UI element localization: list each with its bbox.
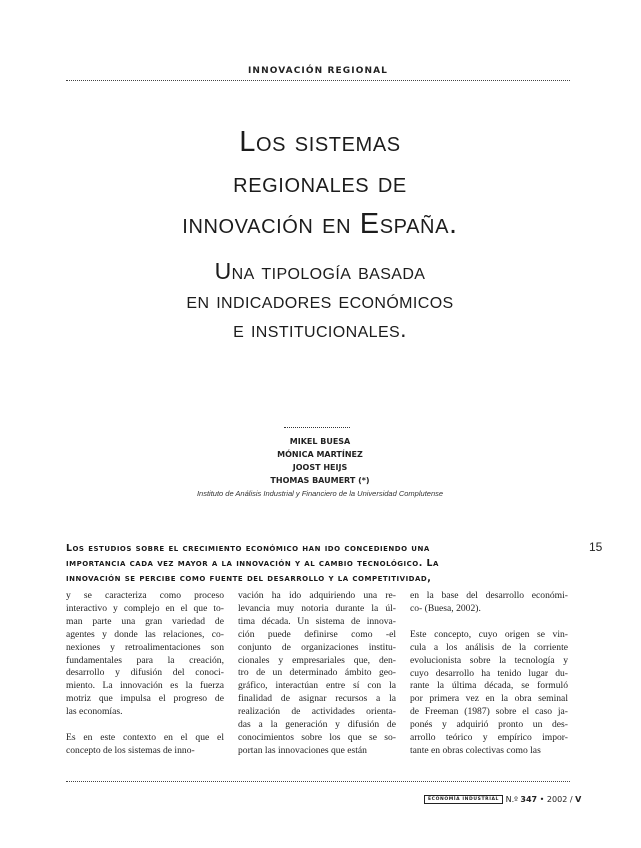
text-line: agentes y donde las relaciones, co- — [66, 628, 224, 640]
text-line: nexiones y retroalimentaciones son — [66, 641, 224, 653]
text-line: miento. La innovación es la fuerza — [66, 680, 224, 692]
issue-number: 347 — [520, 795, 538, 804]
text-line: por primera vez en la obra seminal — [410, 693, 568, 705]
body-column — [410, 590, 568, 771]
article-title: Los sistemas regionales de innovación en España. — [182, 126, 458, 240]
text-line: tante en obras colectivas como las — [410, 744, 541, 756]
text-line: cionales y empresariales que, den- — [238, 654, 396, 666]
text-line: de Freeman (1987) sobre el caso ja- — [410, 706, 568, 718]
text-line: ponés y adquirió pronto un des- — [410, 719, 568, 731]
author-name: THOMAS BAUMERT (*) — [270, 476, 370, 485]
body-paragraph — [238, 590, 396, 758]
affiliation: Instituto de Análisis Industrial y Financiero de la Universidad Complutense — [196, 489, 444, 498]
author-divider — [284, 427, 350, 428]
lead-paragraph — [66, 541, 576, 586]
text-line: evolucionista sobre la tecnología y — [410, 654, 568, 666]
lead-line: importancia cada vez mayor a la innovación y al cambio tecnológico. La — [66, 558, 439, 569]
top-divider — [66, 80, 570, 81]
text-line: tro de un determinado ámbito geo- — [238, 667, 396, 679]
text-line: co- (Buesa, 2002). — [410, 602, 481, 614]
issue-volume: V — [575, 795, 582, 804]
issue-label: N.º — [505, 795, 518, 804]
text-line: realización de actividades orienta- — [238, 706, 396, 718]
author-name: MIKEL BUESA — [289, 437, 351, 446]
text-line: gráfico, interactúan entre sí con la — [238, 680, 396, 692]
text-line: das a la generación y difusión de — [238, 719, 396, 731]
text-line: cuyo desarrollo ha tenido lugar du- — [410, 667, 568, 679]
text-line: finalidad de asignar recursos a la — [238, 693, 396, 705]
lead-line: innovación se percibe como fuente del desarrollo y la competitividad, — [66, 573, 432, 584]
text-line: ción puede definirse como -el — [238, 628, 396, 640]
text-line: las economías. — [66, 706, 123, 718]
body-paragraph — [410, 590, 568, 616]
text-line: interactivo y complejo en el que to- — [66, 602, 224, 614]
text-line: conjunto de organizaciones institu- — [238, 641, 396, 653]
text-line: conocimientos sobre los que se so- — [238, 731, 396, 743]
body-columns — [66, 590, 572, 772]
text-line: levancia muy notoria durante la úl- — [238, 602, 396, 614]
issue-year: • 2002 / — [539, 795, 573, 804]
body-paragraph — [66, 732, 224, 758]
text-line: portan las innovaciones que están — [238, 744, 367, 756]
text-line: cula a los análisis de la corriente — [410, 641, 568, 653]
author-name: MÓNICA MARTÍNEZ — [277, 450, 363, 459]
body-paragraph — [410, 629, 568, 758]
text-line: motriz que impulsa el progreso de — [66, 693, 224, 705]
text-line: en la base del desarrollo económi- — [410, 590, 568, 601]
text-line: Es en este contexto en el que el — [66, 732, 224, 744]
text-line: tima década. Un sistema de innova- — [238, 615, 396, 627]
page-number: 15 — [589, 540, 603, 554]
text-line: y se caracteriza como proceso — [66, 590, 224, 601]
section-header: INNOVACIÓN REGIONAL — [247, 66, 388, 76]
body-column — [66, 590, 224, 771]
text-line: desarrollo y difusión del conoci- — [66, 667, 224, 679]
text-line: arrollo teórico y empírico impor- — [410, 732, 568, 744]
title-block — [40, 122, 600, 363]
text-line: man parte una gran variedad de — [66, 615, 224, 627]
journal-name: ECONOMÍA INDUSTRIAL — [424, 795, 503, 804]
author-list — [150, 435, 490, 487]
page-footer — [424, 795, 581, 804]
text-line: concepto de los sistemas de inno- — [66, 744, 195, 756]
author-name: JOOST HEIJS — [292, 463, 348, 472]
text-line: vación ha ido adquiriendo una re- — [238, 590, 396, 601]
bottom-divider — [66, 781, 570, 782]
body-paragraph — [66, 590, 224, 719]
text-line: rante la última década, se formuló — [410, 680, 568, 692]
text-line: Este concepto, cuyo origen se vin- — [410, 628, 568, 640]
lead-line: Los estudios sobre el crecimiento económico han ido concediendo una — [66, 543, 430, 554]
text-line: fundamentales para la creación, — [66, 654, 224, 666]
article-subtitle: Una tipología basada en indicadores económicos e institucionales. — [186, 258, 454, 342]
body-column — [238, 590, 396, 771]
